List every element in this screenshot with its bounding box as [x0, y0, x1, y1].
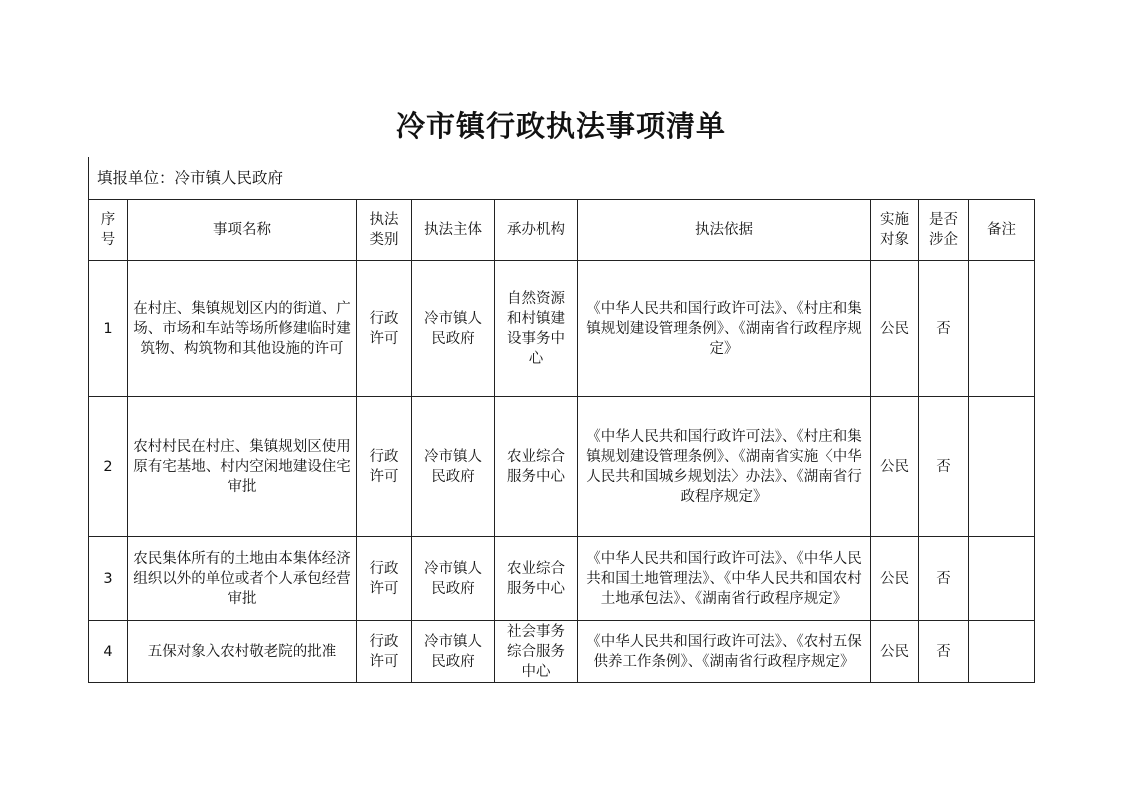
table-row: [89, 261, 1035, 397]
row-category: 行政许可: [357, 397, 412, 537]
header-agency: 承办机构: [495, 200, 578, 261]
row-subject: 冷市镇人民政府: [412, 261, 495, 397]
header-basis: 执法依据: [578, 200, 871, 261]
row-remark: [969, 621, 1035, 683]
table-header-row: [89, 200, 1035, 261]
row-target: 公民: [871, 537, 919, 621]
row-agency: 自然资源和村镇建设事务中心: [495, 261, 578, 397]
row-subject: 冷市镇人民政府: [412, 621, 495, 683]
table-row: [89, 621, 1035, 683]
row-enterprise: 否: [919, 537, 969, 621]
row-target: 公民: [871, 621, 919, 683]
header-seq: 序号: [89, 200, 128, 261]
row-name: 在村庄、集镇规划区内的街道、广场、市场和车站等场所修建临时建筑物、构筑物和其他设施的许可: [128, 261, 357, 397]
row-remark: [969, 537, 1035, 621]
row-category: 行政许可: [357, 261, 412, 397]
row-seq: 4: [89, 621, 128, 683]
row-target: 公民: [871, 261, 919, 397]
table-row: [89, 397, 1035, 537]
row-enterprise: 否: [919, 621, 969, 683]
table-row: [89, 537, 1035, 621]
row-subject: 冷市镇人民政府: [412, 537, 495, 621]
row-category: 行政许可: [357, 621, 412, 683]
row-enterprise: 否: [919, 397, 969, 537]
filler-unit: 填报单位：冷市镇人民政府: [88, 157, 1034, 199]
row-agency: 农业综合服务中心: [495, 537, 578, 621]
header-target: 实施对象: [871, 200, 919, 261]
row-basis: 《中华人民共和国行政许可法》、《村庄和集镇规划建设管理条例》、《湖南省行政程序规定》: [578, 261, 871, 397]
header-category: 执法类别: [357, 200, 412, 261]
row-enterprise: 否: [919, 261, 969, 397]
row-remark: [969, 397, 1035, 537]
row-subject: 冷市镇人民政府: [412, 397, 495, 537]
row-name: 五保对象入农村敬老院的批准: [128, 621, 357, 683]
row-remark: [969, 261, 1035, 397]
row-target: 公民: [871, 397, 919, 537]
row-seq: 3: [89, 537, 128, 621]
page-title: 冷市镇行政执法事项清单: [395, 109, 726, 143]
enforcement-items-table: [88, 199, 1035, 683]
header-name: 事项名称: [128, 200, 357, 261]
header-subject: 执法主体: [412, 200, 495, 261]
row-basis: 《中华人民共和国行政许可法》、《中华人民共和国土地管理法》、《中华人民共和国农村土地承包法》、《湖南省行政程序规定》: [578, 537, 871, 621]
row-basis: 《中华人民共和国行政许可法》、《农村五保供养工作条例》、《湖南省行政程序规定》: [578, 621, 871, 683]
row-seq: 2: [89, 397, 128, 537]
header-enterprise: 是否涉企: [919, 200, 969, 261]
row-seq: 1: [89, 261, 128, 397]
row-agency: 社会事务综合服务中心: [495, 621, 578, 683]
row-name: 农民集体所有的土地由本集体经济组织以外的单位或者个人承包经营审批: [128, 537, 357, 621]
row-name: 农村村民在村庄、集镇规划区使用原有宅基地、村内空闲地建设住宅审批: [128, 397, 357, 537]
row-basis: 《中华人民共和国行政许可法》、《村庄和集镇规划建设管理条例》、《湖南省实施〈中华人民共和国城乡规划法〉办法》、《湖南省行政程序规定》: [578, 397, 871, 537]
row-agency: 农业综合服务中心: [495, 397, 578, 537]
header-remark: 备注: [969, 200, 1035, 261]
row-category: 行政许可: [357, 537, 412, 621]
